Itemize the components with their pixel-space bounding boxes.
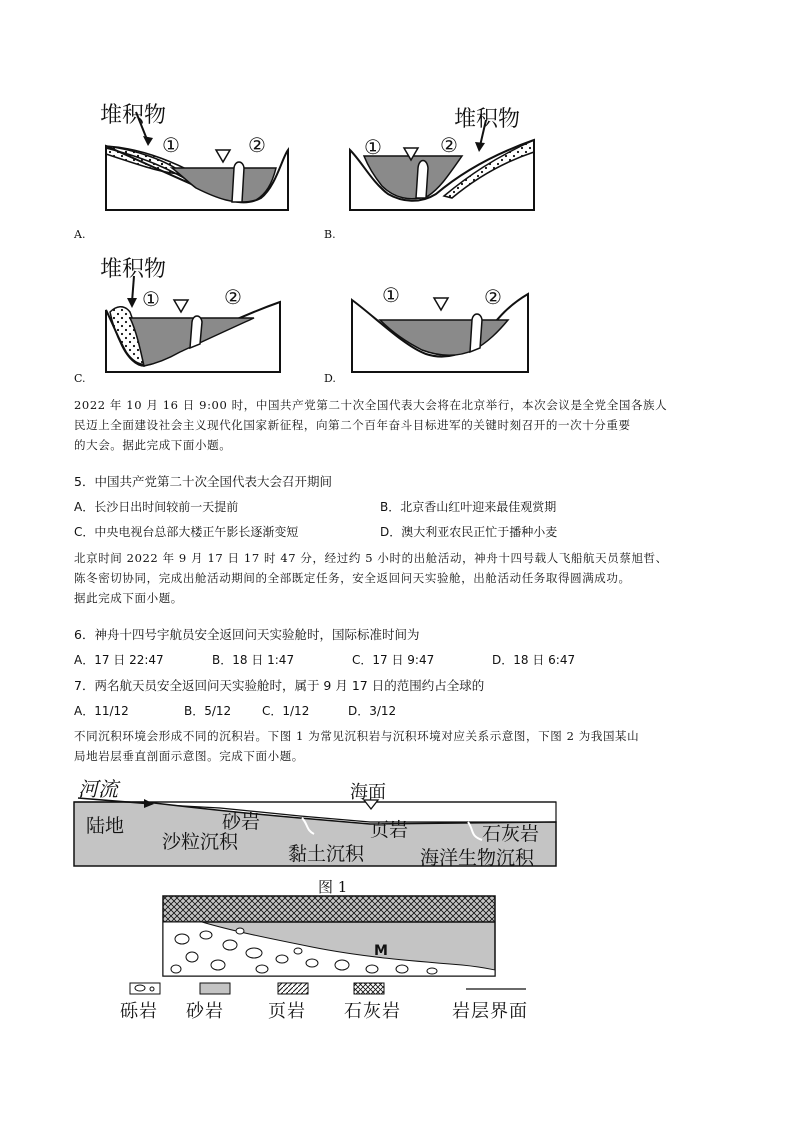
shale-legend-swatch	[278, 983, 308, 994]
question-5-option-d[interactable]: D．澳大利亚农民正忙于播种小麦	[380, 525, 558, 539]
river-diagram-d	[344, 252, 554, 377]
passage-1-line-1: 2022 年 10 月 16 日 9:00 时，中国共产党第二十次全国代表大会将在北京举行，本次会议是全党全国各族人	[74, 398, 668, 412]
passage-2-line-3: 据此完成下面小题。	[74, 591, 183, 605]
bank-2-label: ②	[440, 133, 458, 157]
option-c-label: C.	[74, 372, 86, 385]
passage-2	[74, 548, 734, 608]
bank-2-label: ②	[224, 285, 242, 309]
option-b-label: B.	[324, 228, 336, 241]
conglomerate-legend-swatch	[130, 983, 160, 994]
question-6-option-b[interactable]: B．18 日 1:47	[212, 653, 295, 667]
figure-2-legend-symbols	[128, 982, 568, 996]
bank-1-label: ①	[364, 135, 382, 159]
bank-1-label: ①	[382, 283, 400, 307]
passage-3	[74, 726, 734, 766]
question-7-option-c[interactable]: C．1/12	[262, 704, 310, 718]
question-7-option-d[interactable]: D．3/12	[348, 704, 397, 718]
legend-conglomerate: 砾岩	[120, 1001, 158, 1022]
sand-deposit-label: 沙粒沉积	[162, 831, 239, 853]
question-6-option-c[interactable]: C．17 日 9:47	[352, 653, 435, 667]
bank-2-label: ②	[484, 285, 502, 309]
option-d-label: D.	[324, 372, 336, 385]
legend-shale: 页岩	[268, 1001, 306, 1022]
question-6-option-a[interactable]: A．17 日 22:47	[74, 653, 164, 667]
passage-1	[74, 395, 734, 455]
legend-limestone: 石灰岩	[344, 1001, 401, 1022]
option-a-label: A.	[74, 228, 86, 241]
deposit-label: 堆积物	[100, 103, 167, 128]
question-6-stem: 6．神舟十四号宇航员安全返回问天实验舱时，国际标准时间为	[74, 627, 420, 642]
deposit-label: 堆积物	[454, 107, 521, 132]
legend-strata-boundary: 岩层界面	[452, 1001, 528, 1022]
m-marker: M	[374, 943, 388, 959]
sandstone-legend-swatch	[200, 983, 230, 994]
limestone-label: 石灰岩	[482, 823, 540, 845]
marine-deposit-label: 海洋生物沉积	[420, 847, 535, 869]
river-diagram-b	[344, 98, 554, 223]
question-5-option-a[interactable]: A．长沙日出时间较前一天提前	[74, 500, 239, 514]
river-label: 河流	[78, 778, 118, 801]
bank-2-label: ②	[248, 133, 266, 157]
question-6-option-d[interactable]: D．18 日 6:47	[492, 653, 576, 667]
passage-2-line-1: 北京时间 2022 年 9 月 17 日 17 时 47 分，经过约 5 小时的出舱活动，神舟十四号载人飞船航天员蔡旭哲、	[74, 551, 668, 565]
figure-1-caption: 图 1	[318, 878, 348, 896]
bank-1-label: ①	[142, 287, 160, 311]
figure-2-strata-profile	[162, 895, 498, 977]
legend-sandstone: 砂岩	[186, 1001, 224, 1022]
passage-2-line-2: 陈冬密切协同，完成出舱活动期间的全部既定任务，安全返回问天实验舱，出舱活动任务取得圆满成功。	[74, 571, 631, 585]
passage-3-line-2: 局地岩层垂直剖面示意图。完成下面小题。	[74, 749, 304, 763]
question-7-stem: 7．两名航天员安全返回问天实验舱时，属于 9 月 17 日的范围约占全球的	[74, 678, 485, 693]
shale-label: 页岩	[370, 819, 409, 841]
river-diagram-c	[96, 252, 306, 377]
sea-level-label: 海面	[350, 782, 386, 803]
question-5-stem: 5．中国共产党第二十次全国代表大会召开期间	[74, 474, 332, 489]
figure-1-sedimentary-environments	[70, 778, 630, 896]
question-5-option-b[interactable]: B．北京香山红叶迎来最佳观赏期	[380, 500, 557, 514]
sandstone-label: 砂岩	[222, 811, 261, 833]
passage-3-line-1: 不同沉积环境会形成不同的沉积岩。下图 1 为常见沉积岩与沉积环境对应关系示意图，下图 2 为我国某山	[74, 729, 640, 743]
question-5-option-c[interactable]: C．中央电视台总部大楼正午影长逐渐变短	[74, 525, 299, 539]
passage-1-line-2: 民迈上全面建设社会主义现代化国家新征程，向第二个百年奋斗目标进军的关键时刻召开的一次十分重要	[74, 418, 631, 432]
bank-1-label: ①	[162, 133, 180, 157]
river-diagram-a	[96, 98, 306, 223]
deposit-label: 堆积物	[100, 257, 167, 282]
limestone-legend-swatch	[354, 983, 384, 994]
question-7-option-b[interactable]: B．5/12	[184, 704, 232, 718]
question-7-option-a[interactable]: A．11/12	[74, 704, 129, 718]
clay-deposit-label: 黏土沉积	[288, 843, 365, 865]
passage-1-line-3: 的大会。据此完成下面小题。	[74, 438, 232, 452]
land-label: 陆地	[86, 815, 125, 837]
